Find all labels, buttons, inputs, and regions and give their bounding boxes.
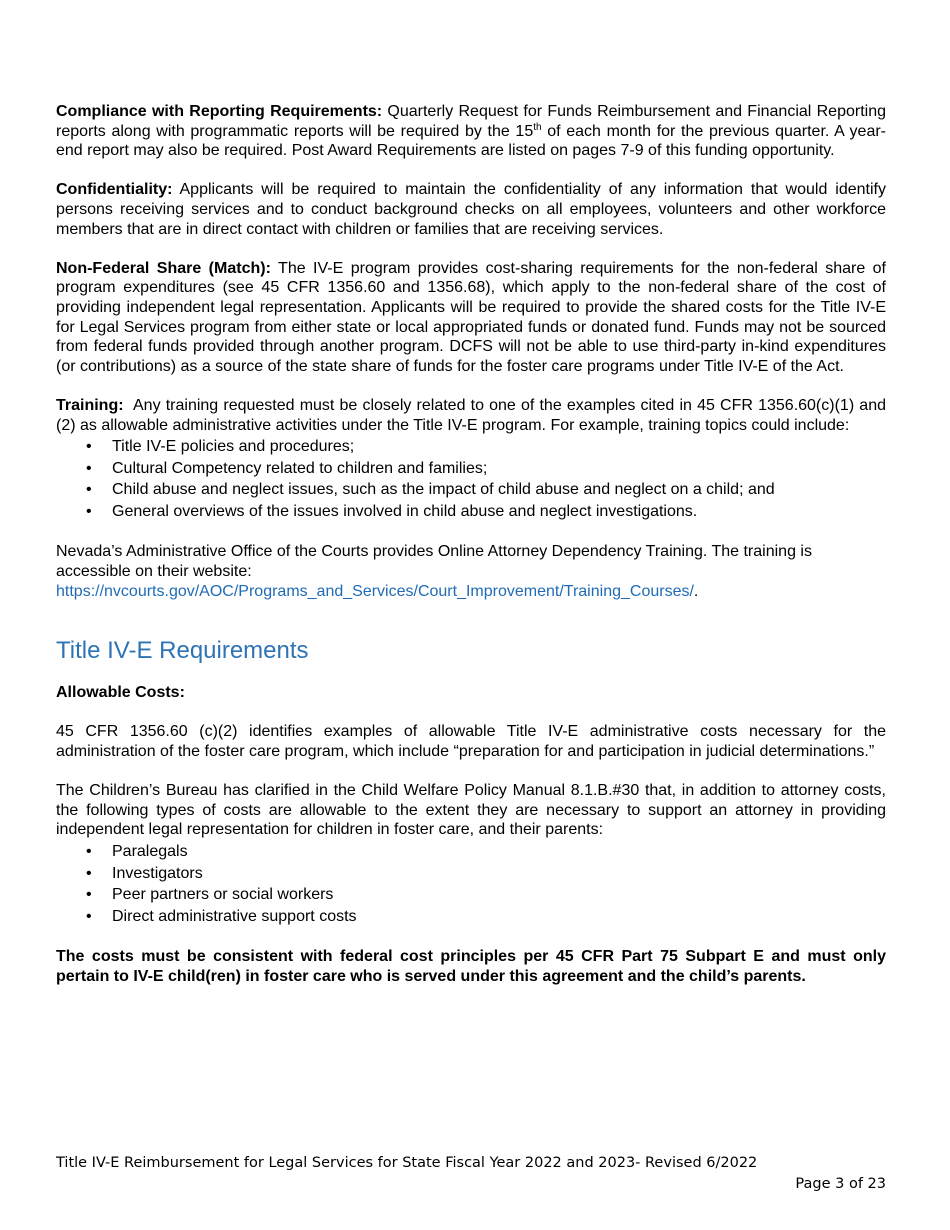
bullet-icon: • bbox=[86, 438, 92, 456]
confidentiality-heading: Confidentiality: bbox=[56, 181, 173, 199]
allowable-costs-list bbox=[56, 842, 886, 926]
link-suffix: . bbox=[693, 582, 699, 600]
allowable-costs-paragraph: 45 CFR 1356.60 (c)(2) identifies examples of allowable Title IV-E administrative costs necessary for the administration of the foster care program, which include “preparation for and participation in judicial determinations.” bbox=[56, 723, 886, 761]
childrens-bureau-paragraph: The Children’s Bureau has clarified in the Child Welfare Policy Manual 8.1.B.#30 that, in addition to attorney costs, the following types of costs are allowable to the extent they are necessary to support an attorney in providing independent legal representation for children in foster care, and their parents: bbox=[56, 782, 886, 839]
match-heading: Non-Federal Share (Match): bbox=[56, 259, 271, 277]
training-heading: Training: bbox=[56, 396, 124, 414]
bullet-icon: • bbox=[86, 864, 92, 882]
bullet-icon: • bbox=[86, 502, 92, 520]
training-paragraph bbox=[56, 396, 891, 435]
match-paragraph bbox=[56, 259, 886, 377]
reporting-text: Quarterly Request for Funds Reimbursement and Financial Reporting reports along with programmatic reports will be required by the 15 bbox=[56, 103, 886, 140]
page-number: Page 3 of 23 bbox=[795, 1176, 886, 1192]
reporting-text-continued: of each month for the previous quarter. A year-end report may also be required. Post Award Requirements are listed on pages 7-9 of this funding opportunity. bbox=[56, 122, 887, 160]
bullet-icon: • bbox=[86, 907, 92, 925]
reporting-paragraph bbox=[56, 102, 886, 161]
bullet-icon: • bbox=[86, 481, 92, 499]
allowable-costs-heading: Allowable Costs: bbox=[56, 684, 185, 702]
nevada-training-paragraph bbox=[56, 542, 886, 601]
reporting-heading: Compliance with Reporting Requirements: bbox=[56, 103, 383, 120]
list-item: • Paralegals bbox=[86, 842, 188, 860]
confidentiality-paragraph bbox=[56, 180, 886, 239]
list-item: • Cultural Competency related to children and families; bbox=[86, 459, 488, 477]
ordinal-suffix: th bbox=[533, 121, 542, 133]
list-item: • Direct administrative support costs bbox=[86, 907, 357, 925]
list-item: • Investigators bbox=[86, 864, 203, 882]
section-title: Title IV-E Requirements bbox=[56, 637, 309, 665]
bullet-icon: • bbox=[86, 886, 92, 904]
match-text: The IV-E program provides cost-sharing requirements for the non-federal share of program expenditures (see 45 CFR 1356.60 and 1356.68), which apply to the non-federal share of the cost of providing independent legal representation. Applicants will be required to provide the shared costs for the Title IV-E for Legal Services program from either state or local appropriated funds or donated fund. Funds may not be sourced from federal funds provided through another program. DCFS will not be able to use third-party in-kind expenditures (or contributions) as a source of the state share of funds for the foster care programs under Title IV-E of the Act. bbox=[56, 259, 887, 375]
training-topics-list bbox=[56, 437, 886, 521]
document-body bbox=[56, 102, 891, 987]
cost-principles-statement: The costs must be consistent with federal cost principles per 45 CFR Part 75 Subpart E and must only pertain to IV-E child(ren) in foster care who is served under this agreement and the child’s parents. bbox=[56, 948, 886, 985]
confidentiality-text: Applicants will be required to maintain the confidentiality of any information that would identify persons receiving services and to conduct background checks on all employees, volunteers and other workforce members that are in direct contact with children or families that are receiving services. bbox=[56, 181, 886, 238]
training-courses-link[interactable]: https://nvcourts.gov/AOC/Programs_and_Services/Court_Improvement/Training_Courses/ bbox=[56, 582, 694, 600]
bullet-icon: • bbox=[86, 459, 92, 477]
list-item: • General overviews of the issues involved in child abuse and neglect investigations. bbox=[86, 502, 698, 520]
list-item: • Child abuse and neglect issues, such as the impact of child abuse and neglect on a child; and bbox=[86, 481, 775, 499]
list-item: • Title IV-E policies and procedures; bbox=[86, 438, 355, 456]
list-item: • Peer partners or social workers bbox=[86, 886, 334, 904]
nevada-training-text: Nevada’s Administrative Office of the Courts provides Online Attorney Dependency Training. The training is accessible on their website: bbox=[56, 543, 812, 581]
training-text: Any training requested must be closely related to one of the examples cited in 45 CFR 1356.60(c)(1) and (2) as allowable administrative activities under the Title IV-E program. For example, training topics could include: bbox=[56, 396, 891, 434]
footer-document-title: Title IV-E Reimbursement for Legal Services for State Fiscal Year 2022 and 2023- Revised 6/2022 bbox=[56, 1155, 758, 1171]
bullet-icon: • bbox=[86, 842, 92, 860]
